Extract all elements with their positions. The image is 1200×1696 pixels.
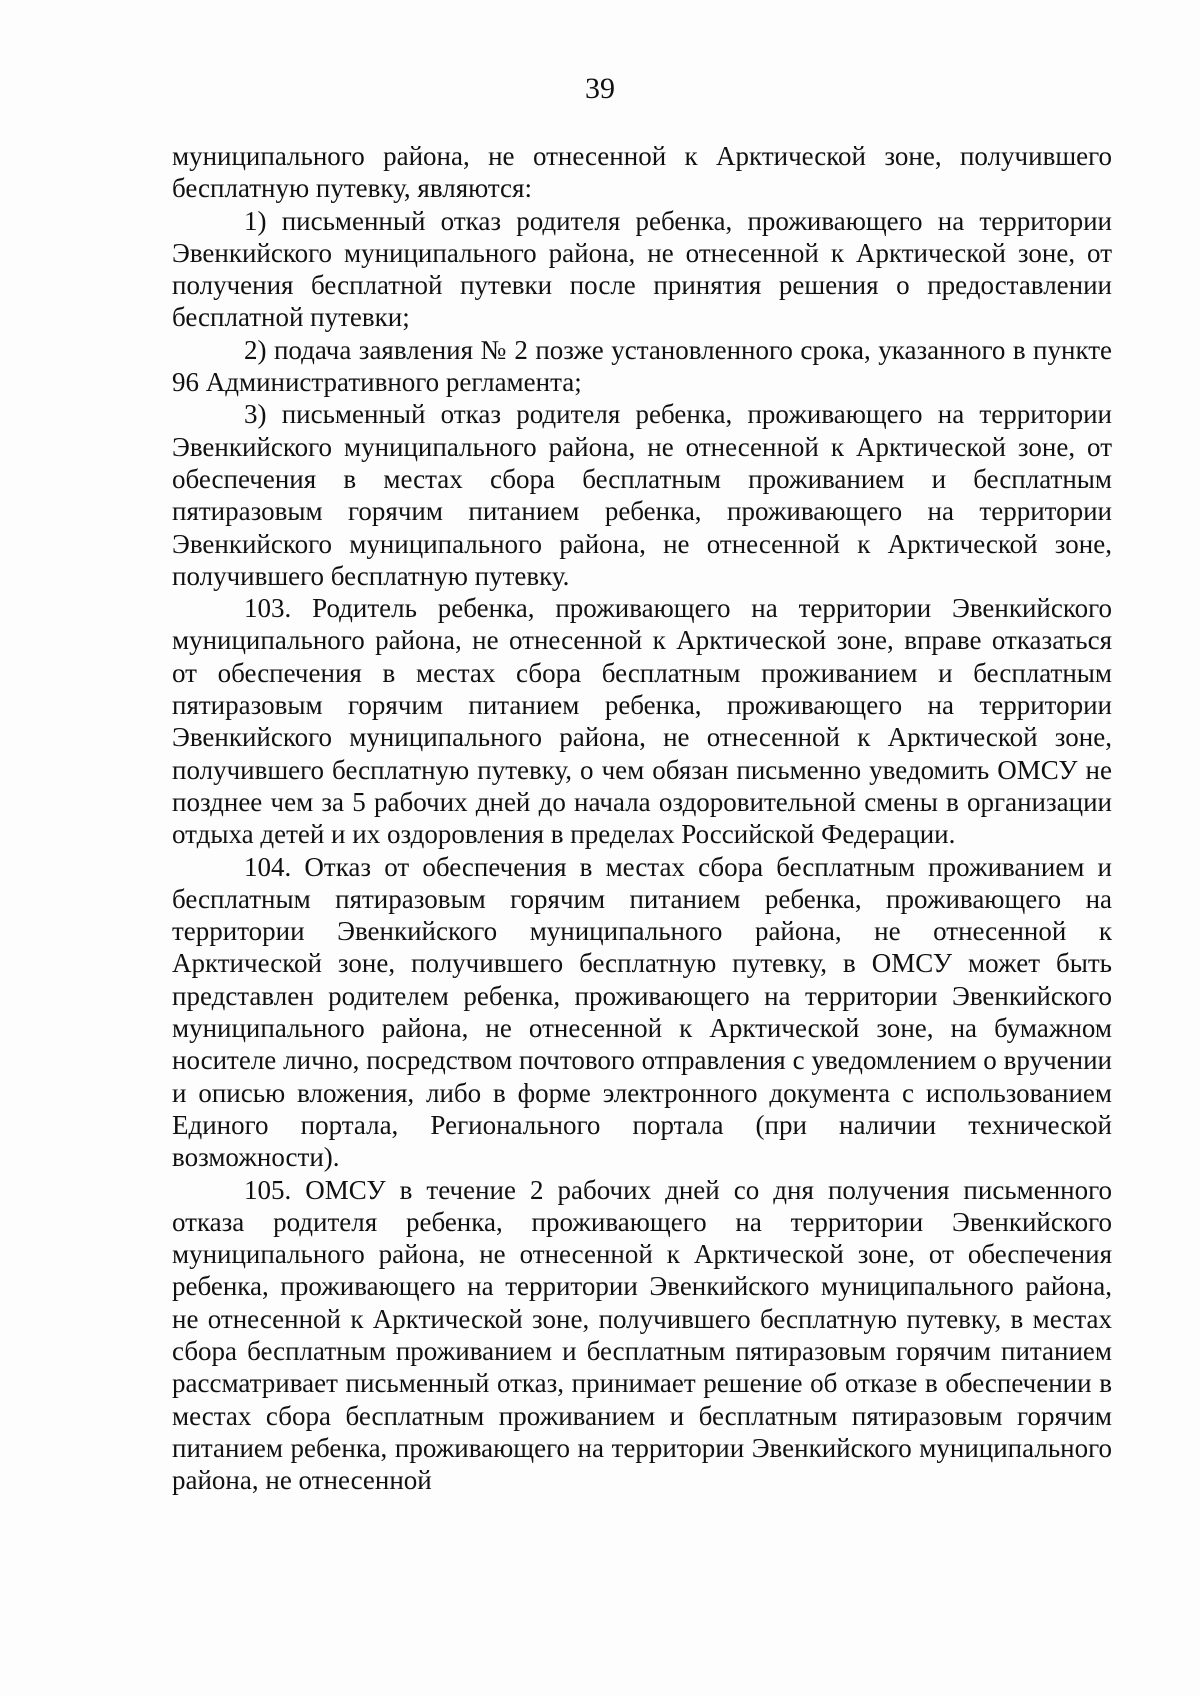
document-body xyxy=(172,140,1112,1496)
paragraph-104: 104. Отказ от обеспечения в местах сбора бесплатным проживанием и бесплатным пятиразовым горячим питанием ребенка, проживающего на территории Эвенкийского муниципального района, не отнесенной к Арктической зоне, получившего бесплатную путевку, в ОМСУ может быть представлен родителем ребенка, проживающего на территории Эвенкийского муниципального района, не отнесенной к Арктической зоне, на бумажном носителе лично, посредством почтового отправления с уведомлением о вручении и описью вложения, либо в форме электронного документа с использованием Единого портала, Регионального портала (при наличии технической возможности). xyxy=(172,851,1112,1173)
paragraph-continuation: муниципального района, не отнесенной к Арктической зоне, получившего бесплатную путевку, являются: xyxy=(172,141,1112,204)
paragraph-item-3: 3) письменный отказ родителя ребенка, проживающего на территории Эвенкийского муниципального района, не отнесенной к Арктической зоне, от обеспечения в местах сбора бесплатным проживанием и бесплатным пятиразовым горячим питанием ребенка, проживающего на территории Эвенкийского муниципального района, не отнесенной к Арктической зоне, получившего бесплатную путевку. xyxy=(172,399,1112,591)
paragraph-item-2: 2) подача заявления № 2 позже установленного срока, указанного в пункте 96 Административного регламента; xyxy=(172,334,1112,398)
paragraph-105: 105. ОМСУ в течение 2 рабочих дней со дня получения письменного отказа родителя ребенка, проживающего на территории Эвенкийского муниципального района, не отнесенной к Арктической зоне, от обеспечения ребенка, проживающего на территории Эвенкийского муниципального района, не отнесенной к Арктической зоне, получившего бесплатную путевку, в местах сбора бесплатным проживанием и бесплатным пятиразовым горячим питанием рассматривает письменный отказ, принимает решение об отказе в обеспечении в местах сбора бесплатным проживанием и бесплатным пятиразовым горячим питанием ребенка, проживающего на территории Эвенкийского муниципального района, не отнесенной xyxy=(172,1174,1112,1496)
page-number: 39 xyxy=(585,72,615,105)
paragraph-item-1: 1) письменный отказ родителя ребенка, проживающего на территории Эвенкийского муниципального района, не отнесенной к Арктической зоне, от получения бесплатной путевки после принятия решения о предоставлении бесплатной путевки; xyxy=(172,205,1112,333)
paragraph-103: 103. Родитель ребенка, проживающего на территории Эвенкийского муниципального района, не отнесенной к Арктической зоне, вправе отказаться от обеспечения в местах сбора бесплатным проживанием и бесплатным пятиразовым горячим питанием ребенка, проживающего на территории Эвенкийского муниципального района, не отнесенной к Арктической зоне, получившего бесплатную путевку, о чем обязан письменно уведомить ОМСУ не позднее чем за 5 рабочих дней до начала оздоровительной смены в организации отдыха детей и их оздоровления в пределах Российской Федерации. xyxy=(172,593,1112,850)
